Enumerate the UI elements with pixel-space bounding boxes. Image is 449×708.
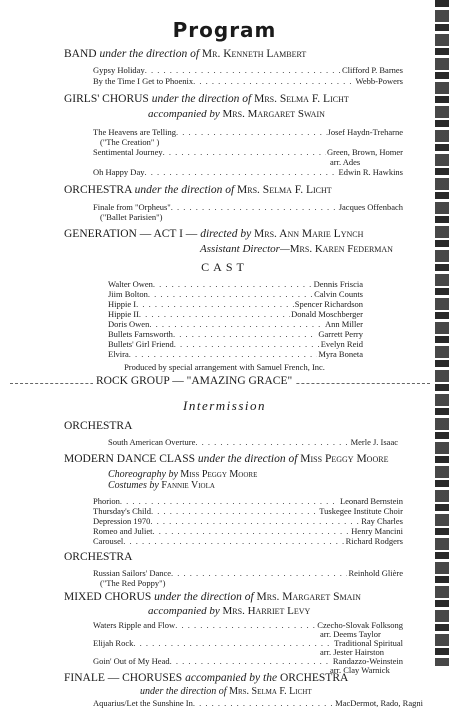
assistant-director — [200, 243, 393, 255]
program-item — [93, 496, 403, 506]
actor: Ann Miller — [324, 319, 363, 329]
costumer: Fannie Viola — [161, 480, 215, 491]
piece-title: Finale from "Orpheus" — [93, 202, 171, 212]
generation-director: Mrs. Ann Marie Lynch — [254, 228, 364, 240]
piece-title: Thursday's Child — [93, 506, 151, 516]
program-item — [93, 698, 423, 708]
piece-credit: Tuskegee Institute Choir — [319, 506, 403, 516]
mixed-director: Mrs. Margaret Smain — [256, 591, 361, 603]
accompanist: Mrs. Harriet Levy — [222, 605, 311, 617]
piece-title: Romeo and Juliet — [93, 526, 153, 536]
program-item — [93, 127, 403, 137]
cast-row — [108, 349, 363, 359]
role: Elvira — [108, 349, 129, 359]
cast-row — [108, 309, 363, 319]
piece-credit: MacDermot, Rado, Ragni — [335, 698, 423, 708]
mixed-accompaniment — [148, 605, 310, 617]
piece-credit: Traditional Spiritual — [334, 638, 403, 648]
torn-edge — [435, 0, 449, 666]
piece-title: Russian Sailors' Dance — [93, 568, 172, 578]
page-title: Program — [172, 18, 277, 42]
piece-title: South American Overture — [108, 437, 196, 447]
piece-title: The Heavens are Telling — [93, 127, 177, 137]
actor: Myra Boneta — [318, 349, 363, 359]
dance-dir-text: under the direction of — [197, 453, 298, 465]
program-item — [93, 147, 403, 157]
piece-title: Gypsy Holiday — [93, 65, 145, 75]
role: Hippie II — [108, 309, 139, 319]
choreographer: Miss Peggy Moore — [180, 469, 258, 480]
orchestra-heading — [64, 184, 332, 196]
generation-name: GENERATION — ACT I — — [64, 228, 198, 240]
piece-credit: Leonard Bernstein — [339, 496, 403, 506]
program-item — [93, 76, 403, 86]
piece-credit: Richard Rodgers — [345, 536, 403, 546]
piece-title: Elijah Rock — [93, 638, 134, 648]
arranger-note: arr. Clay Warnick — [330, 665, 390, 675]
actor: Dennis Friscia — [313, 279, 363, 289]
piece-title: Sentimental Journey — [93, 147, 163, 157]
finale-director — [140, 686, 312, 697]
role: Jiim Bolton — [108, 289, 148, 299]
piece-note: ("Ballet Parisien") — [100, 212, 163, 222]
rock-group-heading: ROCK GROUP — "AMAZING GRACE" — [93, 375, 295, 387]
mixed-dir-text: under the direction of — [154, 591, 254, 603]
production-credit: Produced by special arrangement with Samuel French, Inc. — [124, 362, 325, 372]
piece-note: ("The Creation" ) — [100, 137, 160, 147]
piece-credit: Reinhold Glière — [348, 568, 403, 578]
piece-note: ("The Red Poppy") — [100, 578, 166, 588]
piece-title: Oh Happy Day — [93, 167, 145, 177]
band-name: BAND — [64, 48, 97, 60]
choreography-credit — [108, 469, 257, 480]
piece-credit: Henry Mancini — [351, 526, 403, 536]
orchestra-heading: ORCHESTRA — [64, 420, 133, 432]
piece-credit: Clifford P. Barnes — [342, 65, 403, 75]
program-item — [93, 167, 403, 177]
band-dir-text: under the direction of — [99, 48, 200, 60]
arranger-note: arr. Deems Taylor — [320, 629, 381, 639]
arranger-note: arr. Jester Hairston — [320, 647, 384, 657]
piece-title: Goin' Out of My Head — [93, 656, 170, 666]
dance-name: MODERN DANCE CLASS — [64, 453, 195, 465]
piece-credit: Czecho-Slovak Folksong — [317, 620, 403, 630]
acc-text: accompanied by — [148, 605, 220, 617]
piece-title: Depression 1970 — [93, 516, 151, 526]
dance-heading — [64, 453, 388, 465]
cast-row — [108, 279, 363, 289]
dance-director: Miss Peggy Moore — [300, 453, 389, 465]
program-item — [93, 526, 403, 536]
program-item — [108, 437, 398, 447]
orchestra-director: Mrs. Selma F. Licht — [237, 184, 332, 196]
piece-credit: Merle J. Isaac — [350, 437, 398, 447]
role: Hippie I — [108, 299, 137, 309]
piece-title: By the Time I Get to Phoenix — [93, 76, 194, 86]
piece-credit: Green, Brown, Homer — [326, 147, 403, 157]
role: Bullets Farnsworth — [108, 329, 173, 339]
cast-row — [108, 329, 363, 339]
assistant-director-name: Mrs. Karen Federman — [289, 243, 393, 255]
role: Doris Owen — [108, 319, 150, 329]
actor: Spencer Richardson — [294, 299, 363, 309]
mixed-chorus-heading — [64, 591, 361, 603]
program-item — [93, 202, 403, 212]
arranger-note: arr. Ades — [330, 157, 361, 167]
piece-title: Phorion — [93, 496, 120, 506]
piece-credit: Ray Charles — [361, 516, 403, 526]
orchestra-dir-text: under the direction of — [134, 184, 235, 196]
intermission-heading: Intermission — [183, 398, 266, 413]
orchestra-heading: ORCHESTRA — [64, 551, 133, 563]
role: Walter Owen — [108, 279, 153, 289]
girls-accompaniment — [148, 108, 325, 120]
acc-text: accompanied by — [148, 108, 220, 120]
actor: Evelyn Reid — [320, 339, 363, 349]
generation-dir-text: directed by — [200, 228, 252, 240]
finale-heading — [64, 672, 348, 684]
piece-credit: Randazzo-Weinstein — [332, 656, 403, 666]
piece-credit: Webb-Powers — [355, 76, 403, 86]
cast-row — [108, 339, 363, 349]
girls-chorus-heading — [64, 93, 349, 105]
accompanist: Mrs. Margaret Swain — [222, 108, 325, 120]
cast-row — [108, 299, 363, 309]
actor: Garrett Perry — [318, 329, 363, 339]
generation-heading — [64, 228, 363, 240]
piece-title: Carousel — [93, 536, 124, 546]
finale-acc-text: accompanied by the — [185, 672, 278, 684]
girls-dir-text: under the direction of — [151, 93, 252, 105]
actor: Donald Moschberger — [291, 309, 363, 319]
piece-credit: Edwin R. Hawkins — [338, 167, 403, 177]
asst-text: Assistant Director— — [200, 243, 290, 255]
mixed-chorus-name: MIXED CHORUS — [64, 591, 152, 603]
band-heading — [64, 48, 306, 60]
role: Bullets' Girl Friend — [108, 339, 174, 349]
program-item — [93, 506, 403, 516]
finale-orchestra: ORCHESTRA — [279, 672, 349, 684]
costumes-credit — [108, 480, 215, 491]
finale-name: FINALE — CHORUSES — [64, 672, 183, 684]
cast-heading: CAST — [201, 260, 248, 274]
program-item — [93, 536, 403, 546]
program-item — [93, 568, 403, 578]
girls-director: Mrs. Selma F. Licht — [254, 93, 349, 105]
choreo-text: Choreography by — [108, 469, 178, 480]
finale-dir-text: under the direction of — [140, 686, 227, 697]
cast-row — [108, 289, 363, 299]
orchestra-name: ORCHESTRA — [64, 184, 132, 196]
piece-title: Aquarius/Let the Sunshine In — [93, 698, 193, 708]
piece-credit: Josef Haydn-Treharne — [327, 127, 403, 137]
actor: Calvin Counts — [314, 289, 363, 299]
girls-chorus-name: GIRLS' CHORUS — [64, 93, 149, 105]
band-director: Mr. Kenneth Lambert — [201, 48, 307, 60]
piece-title: Waters Ripple and Flow — [93, 620, 176, 630]
costumes-text: Costumes by — [108, 480, 159, 491]
program-item — [93, 516, 403, 526]
program-item — [93, 65, 403, 75]
cast-row — [108, 319, 363, 329]
piece-credit: Jacques Offenbach — [338, 202, 403, 212]
finale-director-name: Mrs. Selma F. Licht — [229, 686, 312, 697]
